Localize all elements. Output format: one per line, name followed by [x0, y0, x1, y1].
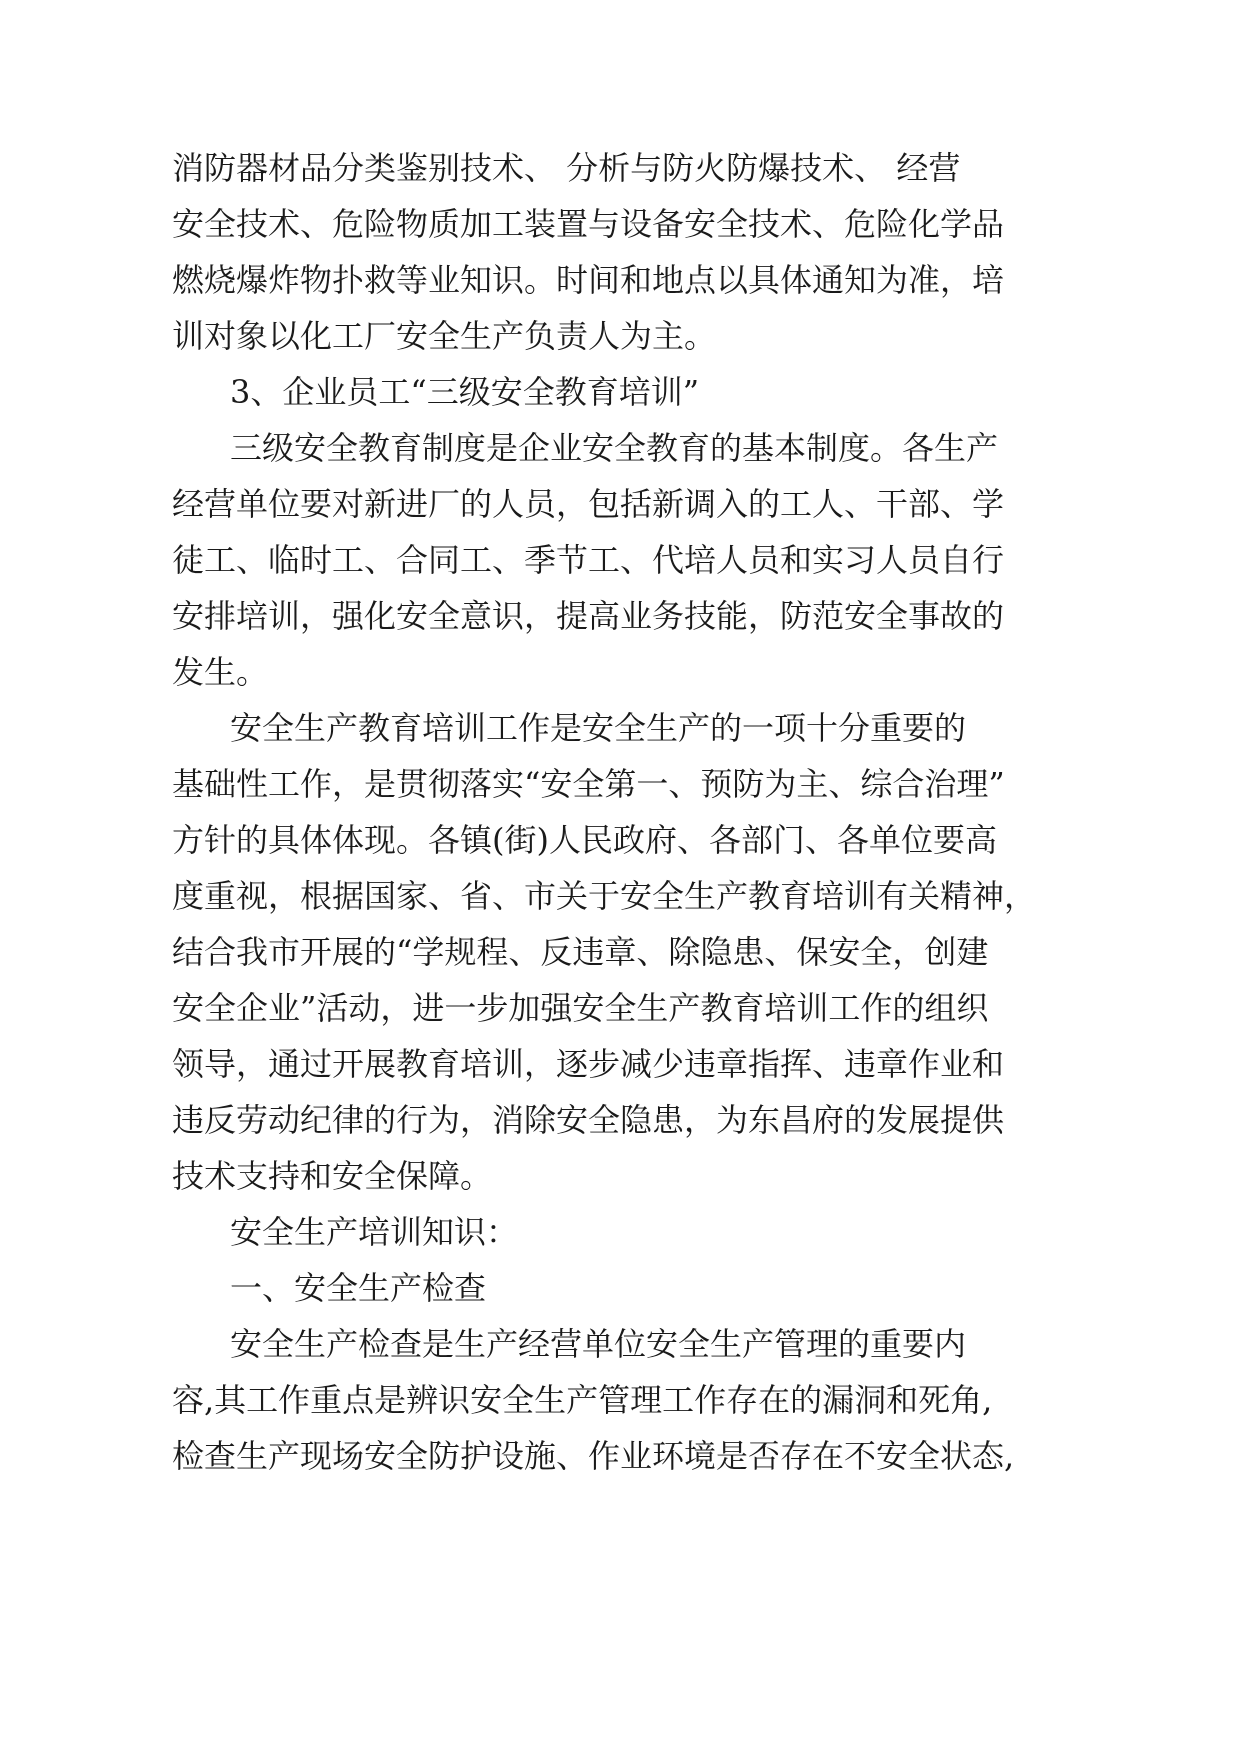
text-line-content: 经营单位要对新进厂的人员，包括新调入的工人、干部、学	[172, 485, 1005, 523]
text-line	[0, 922, 1241, 982]
text-line-content: 领导，通过开展教育培训，逐步减少违章指挥、违章作业和	[172, 1045, 1005, 1083]
text-line-content: 徒工、临时工、合同工、季节工、代培人员和实习人员自行	[172, 541, 1005, 579]
text-line-content: 方针的具体体现。各镇(街)人民政府、各部门、各单位要高	[172, 821, 997, 859]
text-line	[0, 530, 1241, 590]
text-line	[0, 1202, 1241, 1262]
text-line	[0, 1146, 1241, 1206]
text-line-content: 违反劳动纪律的行为，消除安全隐患，为东昌府的发展提供	[172, 1101, 1005, 1139]
text-line-content: 消防器材品分类鉴别技术、 分析与防火防爆技术、 经营	[172, 149, 961, 187]
text-line-content: 技术支持和安全保障。	[172, 1157, 493, 1195]
text-line-content: 检查生产现场安全防护设施、作业环境是否存在不安全状态,	[172, 1437, 1015, 1475]
text-line-content: 燃烧爆炸物扑救等业知识。时间和地点以具体通知为准，培	[172, 261, 1005, 299]
text-line	[0, 306, 1241, 366]
text-line-content: 三级安全教育制度是企业安全教育的基本制度。各生产	[230, 429, 999, 467]
text-line	[0, 1090, 1241, 1150]
text-line	[0, 978, 1241, 1038]
text-line-content: 安全生产培训知识：	[230, 1213, 519, 1251]
section-heading	[0, 362, 1241, 422]
text-line-content: 安全企业”活动，进一步加强安全生产教育培训工作的组织	[172, 989, 989, 1027]
text-line-content: 发生。	[172, 653, 269, 691]
text-line-content: 安全生产检查是生产经营单位安全生产管理的重要内	[230, 1325, 967, 1363]
text-line	[0, 1034, 1241, 1094]
text-line	[0, 1314, 1241, 1374]
text-line-content: 容,其工作重点是辨识安全生产管理工作存在的漏洞和死角,	[172, 1381, 993, 1419]
section-heading	[0, 1258, 1241, 1318]
text-line-content: 基础性工作，是贯彻落实“安全第一、预防为主、综合治理”	[172, 765, 1005, 803]
text-line-content: 安全技术、危险物质加工装置与设备安全技术、危险化学品	[172, 205, 1005, 243]
text-line-content: 训对象以化工厂安全生产负责人为主。	[172, 317, 717, 355]
text-line-content: 度重视，根据国家、省、市关于安全生产教育培训有关精神，	[172, 877, 1037, 915]
text-line	[0, 586, 1241, 646]
text-line	[0, 194, 1241, 254]
text-line	[0, 866, 1241, 926]
section-heading-text: 一、安全生产检查	[230, 1269, 487, 1307]
section-heading-text: 3、企业员工“三级安全教育培训”	[230, 373, 700, 411]
text-line	[0, 138, 1241, 198]
text-line	[0, 642, 1241, 702]
text-line	[0, 474, 1241, 534]
text-line	[0, 810, 1241, 870]
text-line	[0, 1370, 1241, 1430]
text-line-content: 结合我市开展的“学规程、反违章、除隐患、保安全，创建	[172, 933, 989, 971]
text-line-content: 安全生产教育培训工作是安全生产的一项十分重要的	[230, 709, 967, 747]
text-line	[0, 418, 1241, 478]
text-line	[0, 1426, 1241, 1486]
text-line-content: 安排培训，强化安全意识，提高业务技能，防范安全事故的	[172, 597, 1005, 635]
text-line	[0, 250, 1241, 310]
text-line	[0, 754, 1241, 814]
text-line	[0, 698, 1241, 758]
